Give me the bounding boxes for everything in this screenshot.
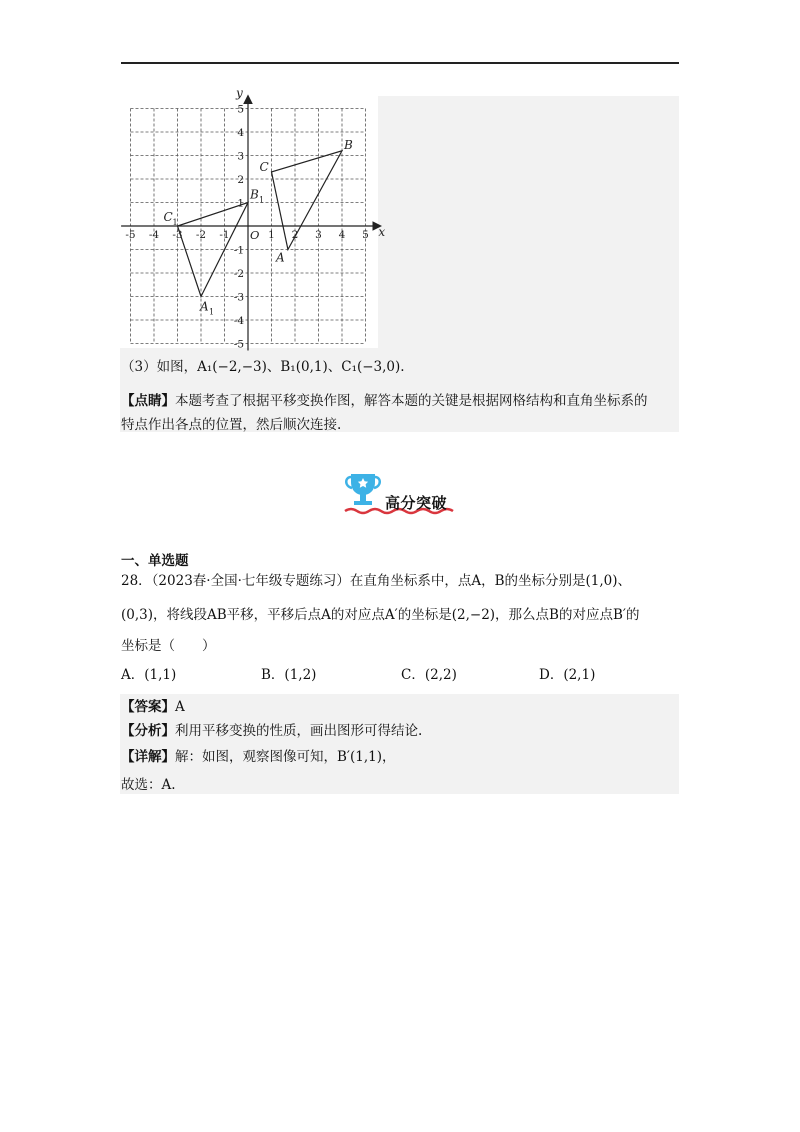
option-c-letter: C．	[401, 667, 425, 683]
part3-sep1: 、	[266, 359, 281, 375]
x-tick-label: 5	[362, 229, 369, 241]
part3-sep2: 、	[327, 359, 342, 375]
detail-tag: 【详解】	[121, 749, 175, 765]
question-line-1	[121, 572, 631, 590]
y-axis-label: y	[236, 85, 243, 100]
x-tick-label: -3	[172, 229, 183, 241]
answer-value: A	[175, 699, 185, 715]
y-tick-label: 2	[237, 174, 244, 186]
point-a1-label-subscript: 1	[209, 307, 215, 317]
triangle-abc	[272, 151, 343, 250]
y-tick-label: -3	[233, 291, 244, 304]
coordinate-figure	[120, 85, 386, 351]
option-a-letter: A．	[121, 667, 145, 683]
question-line-2	[121, 606, 639, 624]
detail-line	[121, 748, 396, 766]
option-a[interactable]	[121, 665, 176, 685]
point-c1-label-subscript: 1	[172, 218, 178, 227]
conclusion-text: 故选：A.	[121, 777, 176, 793]
x-tick-label: -1	[219, 229, 230, 241]
option-a-value: (1,1)	[144, 667, 177, 683]
comment-line-2	[121, 416, 341, 434]
part3-c1: C₁(−3,0)	[341, 359, 401, 375]
part3-end: .	[400, 359, 405, 375]
answer-options	[121, 665, 681, 685]
question-line-3	[121, 637, 216, 655]
analysis-text: 利用平移变换的性质，画出图形可得结论.	[175, 723, 423, 739]
point-c1-label: C	[163, 210, 173, 224]
comment-text-1: 本题考查了根据平移变换作图，解答本题的关键是根据网格结构和直角坐标系的	[175, 393, 648, 409]
point-a1-label: A	[200, 299, 209, 314]
conclusion-line	[121, 776, 176, 794]
detail-text: 解：如图，观察图像可知，B′(1,1)，	[175, 749, 396, 765]
comment-tag: 【点睛】	[121, 393, 175, 409]
option-d-letter: D．	[539, 667, 564, 683]
point-a-label: A	[275, 250, 285, 265]
header-rule	[121, 62, 679, 64]
question-text-1: 28．（2023春·全国·七年级专题练习）在直角坐标系中，点A，B的坐标分别是(1,0)、	[121, 573, 632, 589]
part3-b1: B₁(0,1)	[280, 359, 328, 375]
y-tick-label: 5	[237, 103, 244, 116]
option-c-value: (2,2)	[424, 667, 457, 683]
x-tick-label: 3	[315, 229, 322, 241]
option-d[interactable]	[539, 665, 595, 685]
question-text-3: 坐标是（ ）	[121, 638, 216, 654]
part3-line	[121, 358, 405, 376]
y-tick-label: 1	[237, 197, 244, 210]
coordinate-grid-svg	[120, 85, 386, 351]
answer-block	[120, 694, 679, 794]
y-tick-label: -4	[233, 315, 244, 327]
y-tick-label: 4	[237, 127, 244, 139]
point-c-label: C	[259, 159, 269, 174]
answer-tag: 【答案】	[121, 699, 175, 715]
answer-line	[121, 698, 185, 716]
x-tick-label: 4	[338, 229, 346, 241]
option-b-letter: B．	[261, 667, 285, 683]
x-tick-label: 1	[268, 229, 275, 241]
x-axis-label: x	[378, 225, 386, 239]
x-tick-label: -5	[125, 229, 136, 241]
part3-prefix: （3）如图，	[121, 359, 198, 375]
point-b1-label-subscript: 1	[259, 195, 265, 205]
comment-text-2: 特点作出各点的位置，然后顺次连接.	[121, 417, 342, 433]
x-tick-label: -4	[148, 229, 160, 241]
section-heading-text: 一、单选题	[121, 553, 189, 569]
analysis-line	[121, 722, 422, 740]
point-b-label: B	[344, 137, 353, 152]
option-c[interactable]	[401, 665, 457, 685]
y-tick-label: 3	[237, 150, 244, 163]
question-text-2: (0,3)，将线段AB平移，平移后点A的对应点A′的坐标是(2,−2)，那么点B的对应点B′的	[121, 607, 640, 623]
option-b-value: (1,2)	[284, 667, 317, 683]
option-b[interactable]	[261, 665, 316, 685]
comment-line-1	[121, 392, 648, 410]
analysis-tag: 【分析】	[121, 723, 175, 739]
y-tick-label: -5	[233, 338, 244, 351]
x-tick-label: -2	[195, 229, 207, 241]
option-d-value: (2,1)	[563, 667, 596, 683]
section-badge-title: 高分突破	[385, 494, 448, 512]
point-b1-label: B	[250, 187, 259, 202]
origin-label: O	[250, 228, 260, 242]
y-tick-label: -2	[233, 268, 244, 280]
part3-a1: A₁(−2,−3)	[197, 359, 267, 375]
y-tick-label: -1	[233, 244, 244, 257]
section-heading	[121, 552, 189, 570]
x-tick-label: 2	[291, 229, 299, 241]
